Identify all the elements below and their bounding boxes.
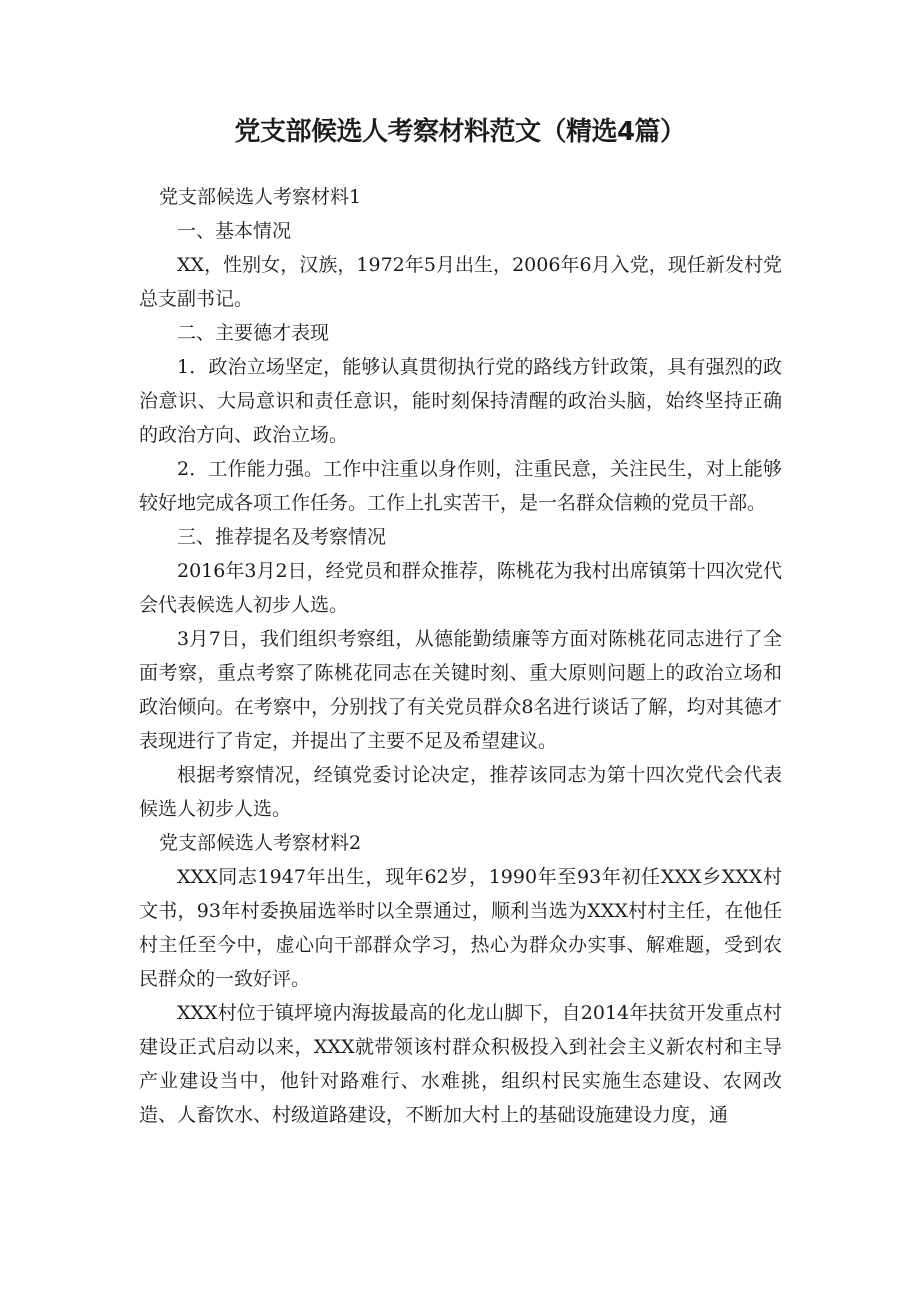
subsection-heading: 一、基本情况 — [177, 220, 292, 242]
paragraph: XXX村位于镇坪境内海拔最高的化龙山脚下，自2014年扶贫开发重点村建设正式启动以来，XXX就带领该村群众积极投入到社会主义新农村和主导产业建设当中，他针对路难行、水难挑，组织村民实施生态建设、农网改造、人畜饮水、村级道路建设，不断加大村上的基础设施建设力度，通 — [139, 1002, 782, 1126]
document-body — [139, 180, 782, 1132]
paragraph: 1．政治立场坚定，能够认真贯彻执行党的路线方针政策，具有强烈的政治意识、大局意识和责任意识，能时刻保持清醒的政治头脑，始终坚持正确的政治方向、政治立场。 — [139, 356, 782, 446]
paragraph: 根据考察情况，经镇党委讨论决定，推荐该同志为第十四次党代会代表候选人初步人选。 — [139, 764, 782, 820]
document-title: 党支部候选人考察材料范文（精选4篇） — [234, 117, 686, 147]
paragraph: 2．工作能力强。工作中注重以身作则，注重民意，关注民生，对上能够较好地完成各项工作任务。工作上扎实苦干，是一名群众信赖的党员干部。 — [139, 458, 782, 514]
section-heading: 党支部候选人考察材料1 — [159, 186, 362, 208]
paragraph: XXX同志1947年出生，现年62岁，1990年至93年初任XXX乡XXX村文书，93年村委换届选举时以全票通过，顺利当选为XXX村村主任，在他任村主任至今中，虚心向干部群众学习，热心为群众办实事、解难题，受到农民群众的一致好评。 — [139, 866, 782, 990]
subsection-heading: 二、主要德才表现 — [177, 322, 330, 344]
paragraph: 3月7日，我们组织考察组，从德能勤绩廉等方面对陈桃花同志进行了全面考察，重点考察了陈桃花同志在关键时刻、重大原则问题上的政治立场和政治倾向。在考察中，分别找了有关党员群众8名进行谈话了解，均对其德才表现进行了肯定，并提出了主要不足及希望建议。 — [139, 628, 782, 752]
subsection-heading: 三、推荐提名及考察情况 — [177, 526, 387, 548]
section-heading: 党支部候选人考察材料2 — [159, 832, 362, 854]
paragraph: XX，性别女，汉族，1972年5月出生，2006年6月入党，现任新发村党总支副书记。 — [139, 254, 782, 310]
paragraph: 2016年3月2日，经党员和群众推荐，陈桃花为我村出席镇第十四次党代会代表候选人初步人选。 — [139, 560, 782, 616]
